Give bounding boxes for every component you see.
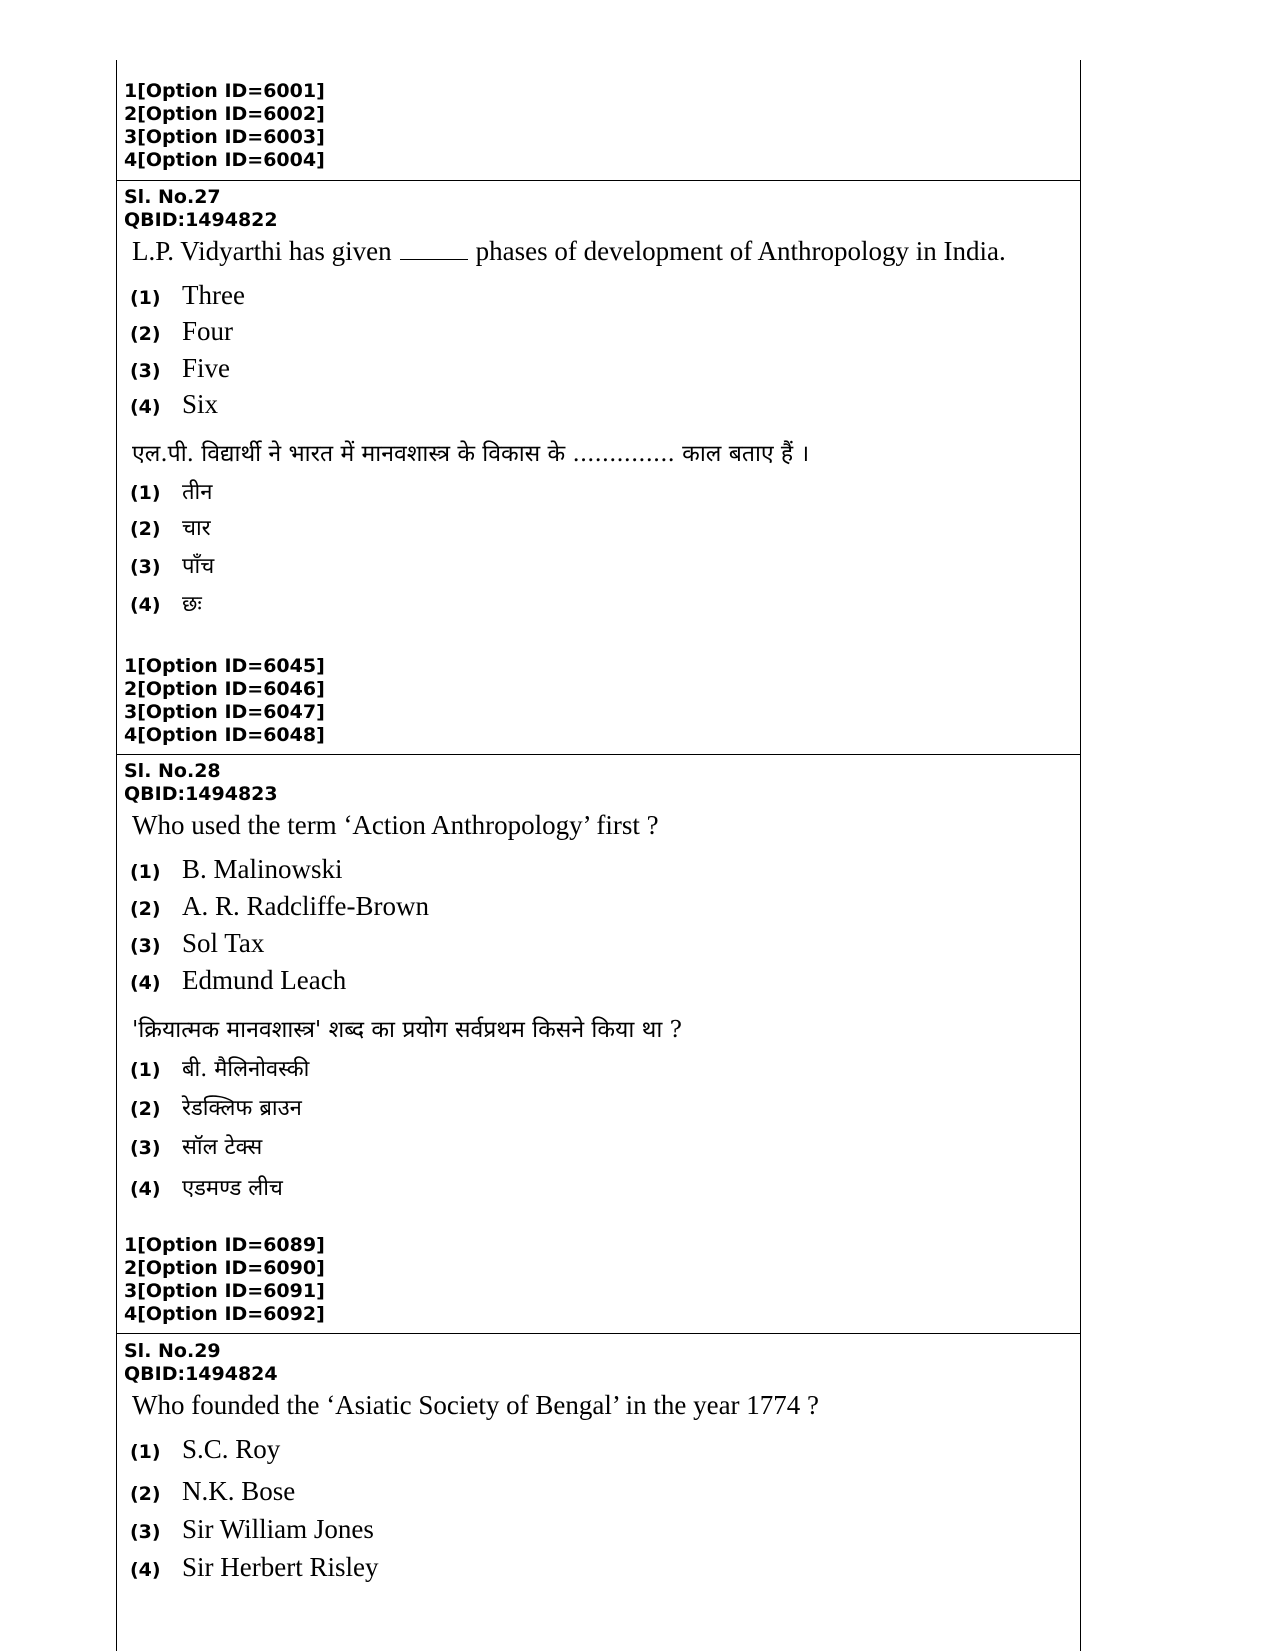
option-hindi: (3) पाँच xyxy=(130,554,215,579)
option-english: (3) Sir William Jones xyxy=(130,1514,374,1544)
option-english: (2) N.K. Bose xyxy=(130,1476,296,1506)
serial-number: Sl. No.27 xyxy=(124,186,221,208)
option-id-list xyxy=(124,1234,325,1326)
question-text-english: Who used the term ‘Action Anthropology’ first ? xyxy=(132,810,659,840)
qbid: QBID:1494822 xyxy=(124,209,278,231)
option-english: (2) Four xyxy=(130,316,234,346)
option-id: 3[Option ID=6047] xyxy=(124,701,325,723)
option-english: (4) Sir Herbert Risley xyxy=(130,1552,379,1582)
option-id: 3[Option ID=6003] xyxy=(124,126,325,148)
option-id: 4[Option ID=6048] xyxy=(124,724,325,746)
question-text-english: L.P. Vidyarthi has given phases of development of Anthropology in India. xyxy=(132,236,1006,266)
option-hindi: (3) सॉल टेक्स xyxy=(130,1135,263,1160)
qbid: QBID:1494824 xyxy=(124,1363,278,1385)
question-meta xyxy=(124,1340,278,1386)
row-divider xyxy=(116,180,1081,181)
question-text-hindi: 'क्रियात्मक मानवशास्त्र' शब्द का प्रयोग सर्वप्रथम किसने किया था ? xyxy=(132,1017,682,1043)
option-id: 3[Option ID=6091] xyxy=(124,1280,325,1302)
question-meta xyxy=(124,760,278,806)
option-id: 1[Option ID=6045] xyxy=(124,655,325,677)
question-text-hindi: एल.पी. विद्यार्थी ने भारत में मानवशास्त्र के विकास के .............. काल बताए हैं । xyxy=(132,441,810,467)
option-english: (1) Three xyxy=(130,280,245,310)
option-id: 2[Option ID=6002] xyxy=(124,103,325,125)
serial-number: Sl. No.29 xyxy=(124,1340,221,1362)
option-id: 2[Option ID=6046] xyxy=(124,678,325,700)
fill-blank xyxy=(400,259,468,260)
option-english: (1) S.C. Roy xyxy=(130,1434,281,1464)
option-id-list xyxy=(124,655,325,747)
question-meta xyxy=(124,186,278,232)
question-text-english: Who founded the ‘Asiatic Society of Bengal’ in the year 1774 ? xyxy=(132,1390,820,1420)
option-english: (1) B. Malinowski xyxy=(130,854,343,884)
option-hindi: (1) बी. मैलिनोवस्की xyxy=(130,1057,310,1082)
option-hindi: (1) तीन xyxy=(130,480,213,505)
option-hindi: (2) रेडक्लिफ ब्राउन xyxy=(130,1096,302,1121)
option-id: 1[Option ID=6089] xyxy=(124,1234,325,1256)
option-id: 2[Option ID=6090] xyxy=(124,1257,325,1279)
qbid: QBID:1494823 xyxy=(124,783,278,805)
option-id: 1[Option ID=6001] xyxy=(124,80,325,102)
row-divider xyxy=(116,754,1081,755)
option-id: 4[Option ID=6004] xyxy=(124,149,325,171)
option-english: (4) Edmund Leach xyxy=(130,965,347,995)
serial-number: Sl. No.28 xyxy=(124,760,221,782)
option-english: (2) A. R. Radcliffe-Brown xyxy=(130,891,429,921)
option-hindi: (4) छः xyxy=(130,592,202,617)
option-english: (4) Six xyxy=(130,389,219,419)
row-divider xyxy=(116,1333,1081,1334)
option-english: (3) Five xyxy=(130,353,231,383)
option-id: 4[Option ID=6092] xyxy=(124,1303,325,1325)
option-hindi: (2) चार xyxy=(130,516,211,541)
option-english: (3) Sol Tax xyxy=(130,928,265,958)
option-id-list xyxy=(124,80,325,172)
option-hindi: (4) एडमण्ड लीच xyxy=(130,1176,283,1201)
